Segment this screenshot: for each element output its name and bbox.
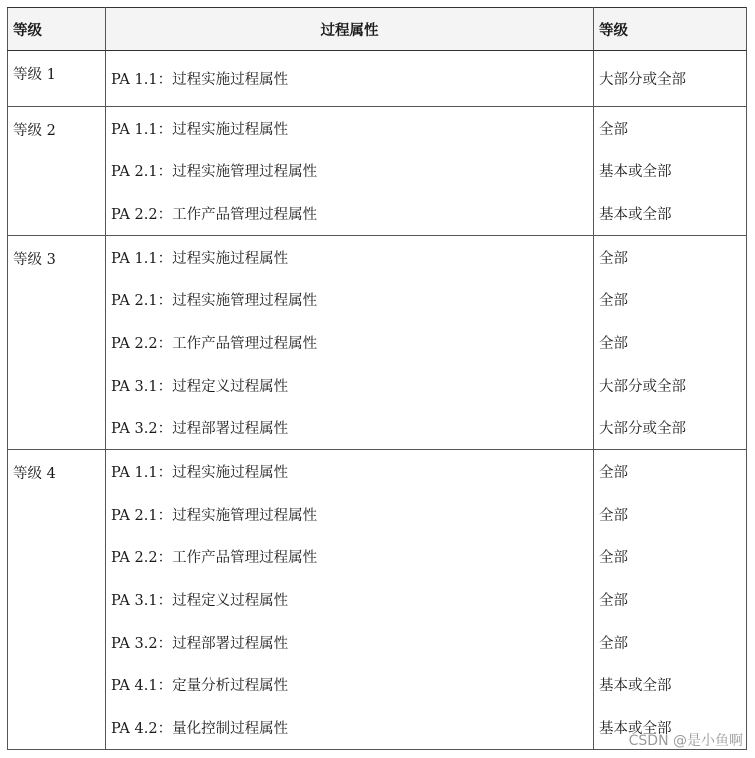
table-row [8, 706, 747, 749]
table-body [8, 51, 747, 750]
level-cell: 等级 1 [8, 51, 106, 107]
attribute-cell: PA 3.2：过程部署过程属性 [106, 407, 594, 450]
attribute-cell: PA 2.2：工作产品管理过程属性 [106, 192, 594, 235]
attribute-cell: PA 3.1：过程定义过程属性 [106, 364, 594, 407]
attribute-cell: PA 4.2：量化控制过程属性 [106, 706, 594, 749]
attribute-cell: PA 1.1：过程实施过程属性 [106, 106, 594, 149]
table-header-row [8, 8, 747, 51]
rating-cell: 基本或全部 [594, 664, 747, 707]
watermark: CSDN @是小鱼啊 [628, 733, 743, 749]
attribute-cell: PA 2.2：工作产品管理过程属性 [106, 536, 594, 579]
rating-cell: 大部分或全部 [594, 407, 747, 450]
attribute-cell: PA 2.1：过程实施管理过程属性 [106, 493, 594, 536]
table-row [8, 278, 747, 321]
table-row [8, 235, 747, 278]
rating-cell: 大部分或全部 [594, 51, 747, 107]
header-attribute: 过程属性 [106, 8, 594, 51]
table-row [8, 407, 747, 450]
attribute-cell: PA 2.1：过程实施管理过程属性 [106, 278, 594, 321]
level-cell: 等级 2 [8, 106, 106, 235]
table-row [8, 493, 747, 536]
rating-cell: 基本或全部 [594, 706, 747, 749]
header-rating: 等级 [594, 8, 747, 51]
level-cell: 等级 3 [8, 235, 106, 449]
rating-cell: 大部分或全部 [594, 364, 747, 407]
rating-cell: 基本或全部 [594, 192, 747, 235]
capability-level-table [7, 7, 747, 750]
table-row [8, 321, 747, 364]
table-row [8, 621, 747, 664]
attribute-cell: PA 4.1：定量分析过程属性 [106, 664, 594, 707]
rating-cell: 全部 [594, 578, 747, 621]
table-row [8, 106, 747, 149]
table-row [8, 51, 747, 107]
rating-cell: 全部 [594, 493, 747, 536]
level-cell: 等级 4 [8, 450, 106, 750]
attribute-cell: PA 2.2：工作产品管理过程属性 [106, 321, 594, 364]
attribute-cell: PA 1.1：过程实施过程属性 [106, 235, 594, 278]
rating-cell: 全部 [594, 536, 747, 579]
table-row [8, 578, 747, 621]
table-row [8, 664, 747, 707]
table-row [8, 450, 747, 493]
rating-cell: 全部 [594, 621, 747, 664]
attribute-cell: PA 2.1：过程实施管理过程属性 [106, 149, 594, 192]
rating-cell: 全部 [594, 235, 747, 278]
attribute-cell: PA 1.1：过程实施过程属性 [106, 51, 594, 107]
table-row [8, 149, 747, 192]
rating-cell: 全部 [594, 450, 747, 493]
rating-cell: 全部 [594, 278, 747, 321]
attribute-cell: PA 3.1：过程定义过程属性 [106, 578, 594, 621]
table-row [8, 192, 747, 235]
rating-cell: 基本或全部 [594, 149, 747, 192]
table-row [8, 536, 747, 579]
attribute-cell: PA 1.1：过程实施过程属性 [106, 450, 594, 493]
rating-cell: 全部 [594, 321, 747, 364]
attribute-cell: PA 3.2：过程部署过程属性 [106, 621, 594, 664]
header-level: 等级 [8, 8, 106, 51]
rating-cell: 全部 [594, 106, 747, 149]
table-row [8, 364, 747, 407]
